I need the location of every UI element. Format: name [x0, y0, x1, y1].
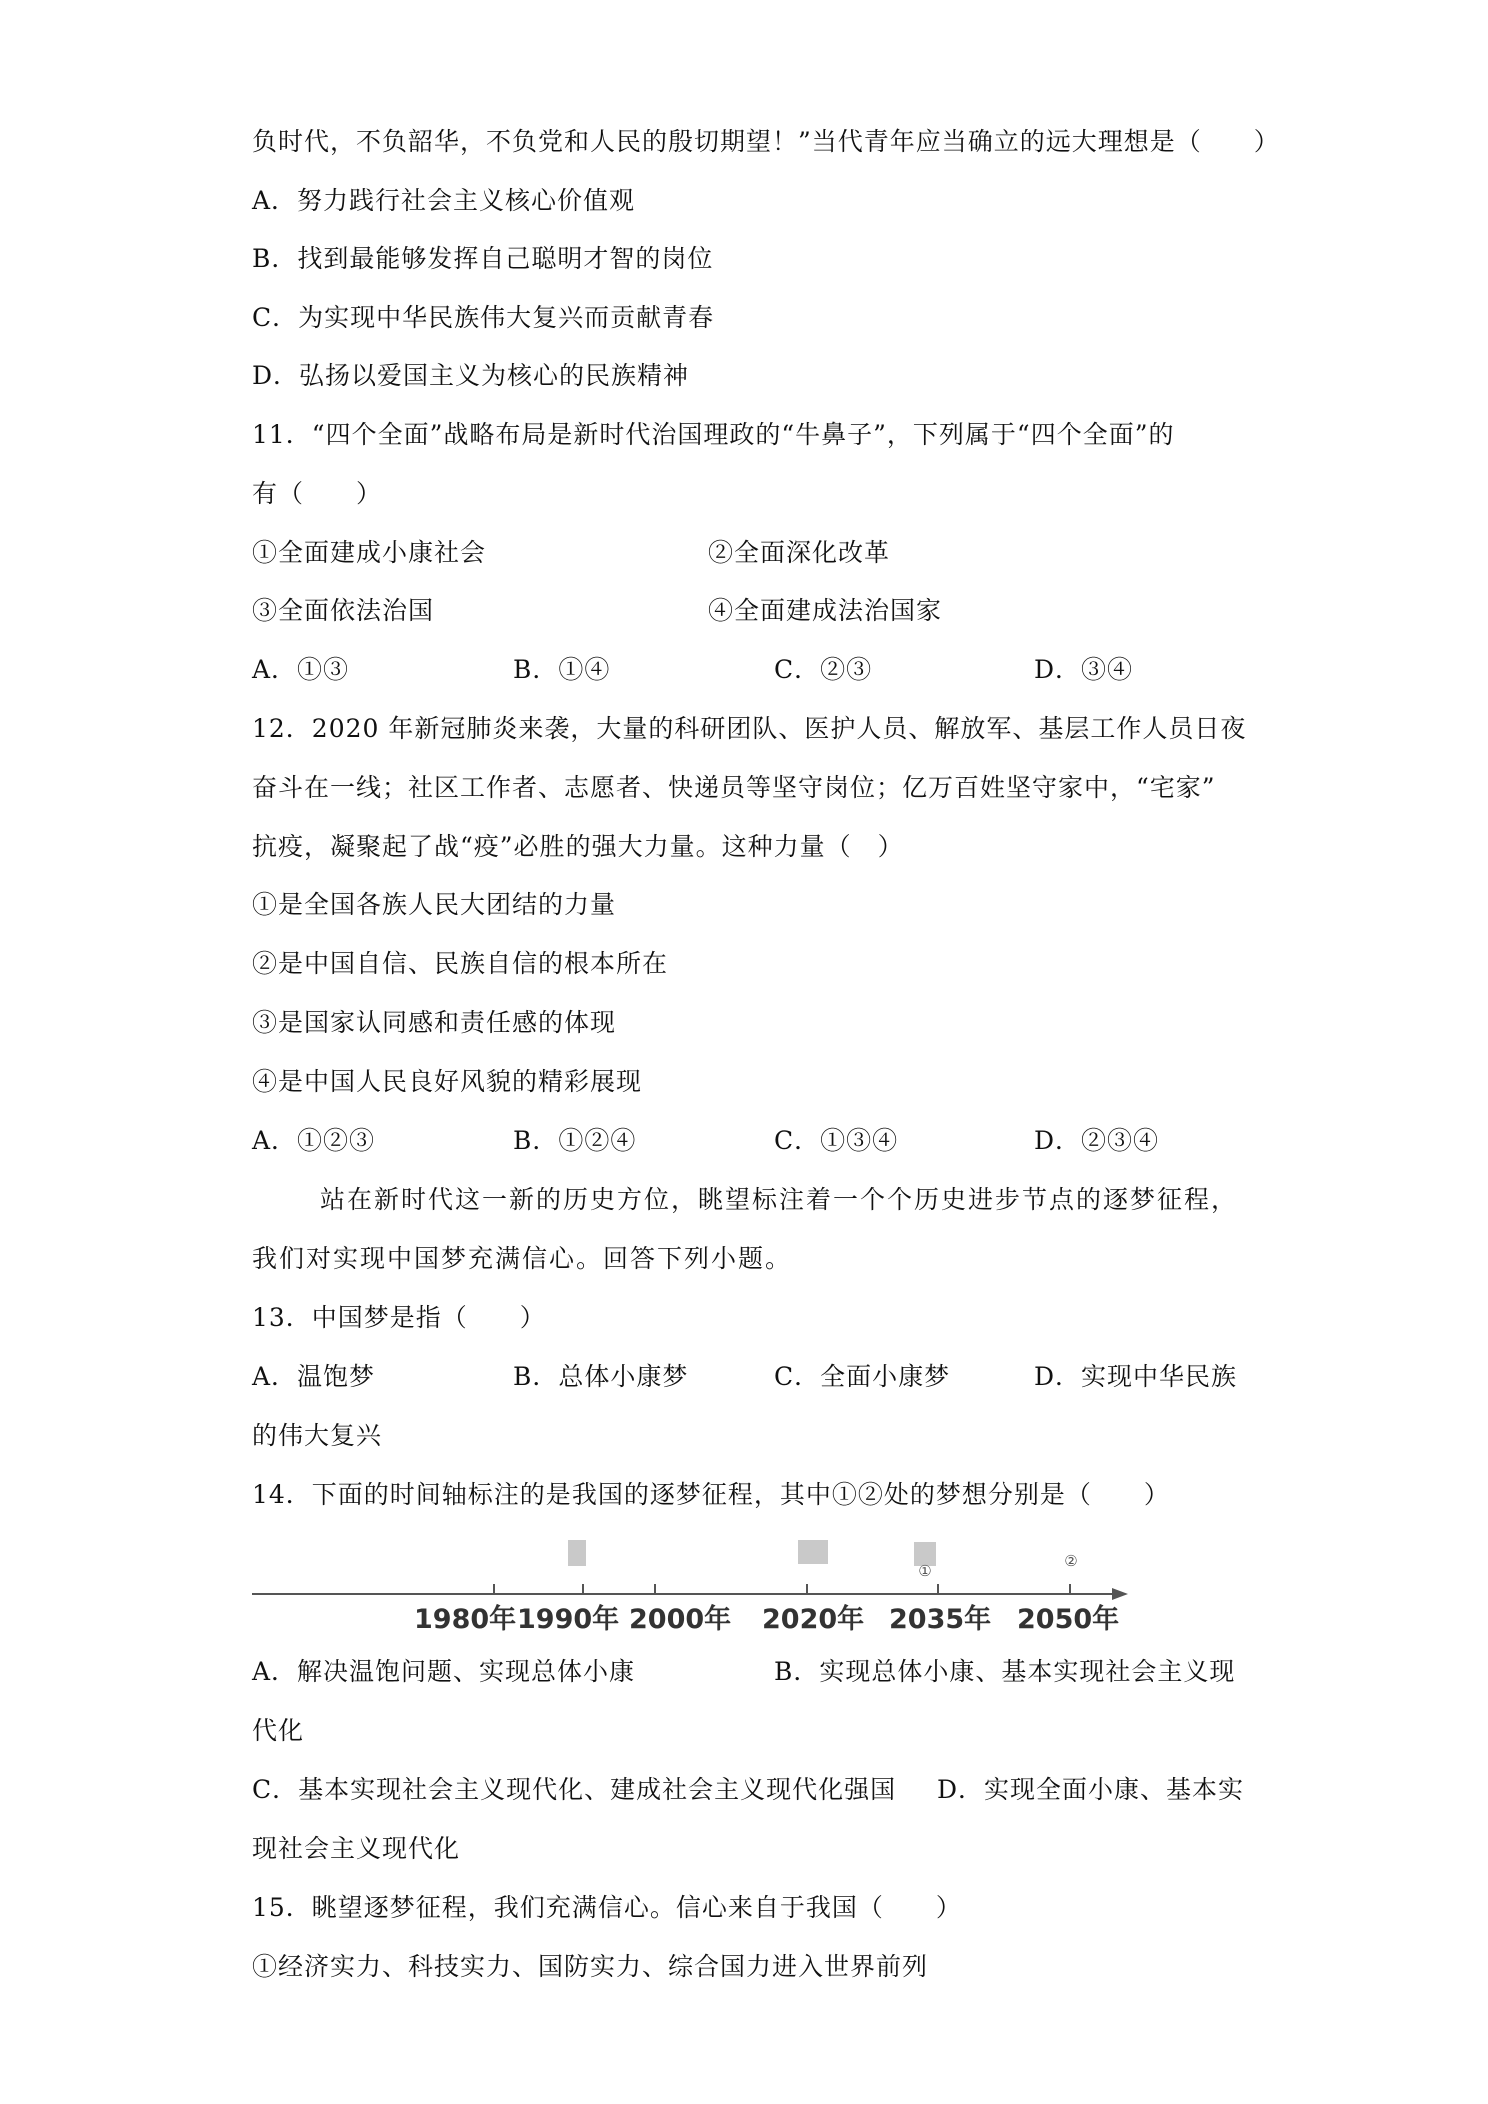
- q14-option-b-cont: 代化: [252, 1716, 305, 1745]
- q11-option-c: C．②③: [774, 655, 873, 684]
- timeline-year-label: 2035年: [889, 1604, 992, 1635]
- q14-option-b: B．实现总体小康、基本实现社会主义现: [774, 1657, 1236, 1686]
- q11-item-3: ③全面依法治国: [252, 596, 435, 625]
- q11-item-4: ④全面建成法治国家: [708, 596, 943, 625]
- q11-item-2: ②全面深化改革: [708, 538, 891, 567]
- timeline-year-label: 1990年: [517, 1604, 620, 1635]
- q12-stem-cont-2: 抗疫，凝聚起了战“疫”必胜的强大力量。这种力量（ ）: [252, 832, 904, 861]
- q14-option-c: C．基本实现社会主义现代化、建成社会主义现代化强国: [252, 1775, 897, 1804]
- material-intro-cont: 我们对实现中国梦充满信心。回答下列小题。: [252, 1244, 793, 1273]
- q15-stem: 15．眺望逐梦征程，我们充满信心。信心来自于我国（ ）: [252, 1893, 962, 1922]
- q12-item-4: ④是中国人民良好风貌的精彩展现: [252, 1067, 643, 1096]
- q10-stem-end: 负时代，不负韶华，不负党和人民的殷切期望！”当代青年应当确立的远大理想是（ ）: [252, 127, 1280, 156]
- q12-item-3: ③是国家认同感和责任感的体现: [252, 1008, 617, 1037]
- q13-stem: 13．中国梦是指（ ）: [252, 1303, 546, 1332]
- timeline-arrow: [1112, 1588, 1128, 1600]
- q13-option-c: C．全面小康梦: [774, 1362, 951, 1391]
- q12-item-2: ②是中国自信、民族自信的根本所在: [252, 949, 669, 978]
- timeline-mark-2: ②: [1064, 1552, 1078, 1570]
- timeline-mark-1: ①: [918, 1562, 932, 1580]
- timeline-year-label: 1980年: [414, 1604, 517, 1635]
- q12-option-c: C．①③④: [774, 1126, 899, 1155]
- q10-option-c: C．为实现中华民族伟大复兴而贡献青春: [252, 303, 715, 332]
- q12-item-1: ①是全国各族人民大团结的力量: [252, 890, 617, 919]
- timeline-year-label: 2050年: [1017, 1604, 1120, 1635]
- timeline-year-label: 2020年: [762, 1604, 865, 1635]
- q14-stem: 14．下面的时间轴标注的是我国的逐梦征程，其中①②处的梦想分别是（ ）: [252, 1480, 1170, 1509]
- q13-option-b: B．总体小康梦: [513, 1362, 689, 1391]
- q13-option-a: A．温饱梦: [252, 1362, 376, 1391]
- q13-option-d-cont: 的伟大复兴: [252, 1421, 383, 1450]
- q10-option-a: A．努力践行社会主义核心价值观: [252, 186, 636, 215]
- q11-item-1: ①全面建成小康社会: [252, 538, 487, 567]
- q12-option-a: A．①②③: [252, 1126, 376, 1155]
- q13-option-d: D．实现中华民族: [1034, 1362, 1238, 1391]
- q12-stem-cont-1: 奋斗在一线；社区工作者、志愿者、快递员等坚守岗位；亿万百姓坚守家中，“宅家”: [252, 773, 1216, 802]
- blurred-mark: [798, 1540, 828, 1564]
- q11-stem: 11．“四个全面”战略布局是新时代治国理政的“牛鼻子”，下列属于“四个全面”的: [252, 420, 1175, 449]
- timeline-figure: [252, 1538, 1132, 1638]
- q10-option-d: D．弘扬以爱国主义为核心的民族精神: [252, 361, 690, 390]
- q10-option-b: B．找到最能够发挥自己聪明才智的岗位: [252, 244, 714, 273]
- q11-option-a: A．①③: [252, 655, 350, 684]
- q14-option-d: D．实现全面小康、基本实: [937, 1775, 1245, 1804]
- q15-item-1: ①经济实力、科技实力、国防实力、综合国力进入世界前列: [252, 1952, 929, 1981]
- q12-stem: 12．2020 年新冠肺炎来袭，大量的科研团队、医护人员、解放军、基层工作人员日夜: [252, 714, 1247, 743]
- q14-option-d-cont: 现社会主义现代化: [252, 1834, 461, 1863]
- q11-option-d: D．③④: [1034, 655, 1134, 684]
- q12-option-d: D．②③④: [1034, 1126, 1160, 1155]
- q11-stem-cont: 有（ ）: [252, 479, 383, 508]
- q14-option-a: A．解决温饱问题、实现总体小康: [252, 1657, 636, 1686]
- material-intro: 站在新时代这一新的历史方位，眺望标注着一个个历史进步节点的逐梦征程，: [320, 1185, 1239, 1214]
- q11-option-b: B．①④: [513, 655, 611, 684]
- blurred-mark: [568, 1540, 586, 1566]
- timeline-year-label: 2000年: [629, 1604, 732, 1635]
- q12-option-b: B．①②④: [513, 1126, 637, 1155]
